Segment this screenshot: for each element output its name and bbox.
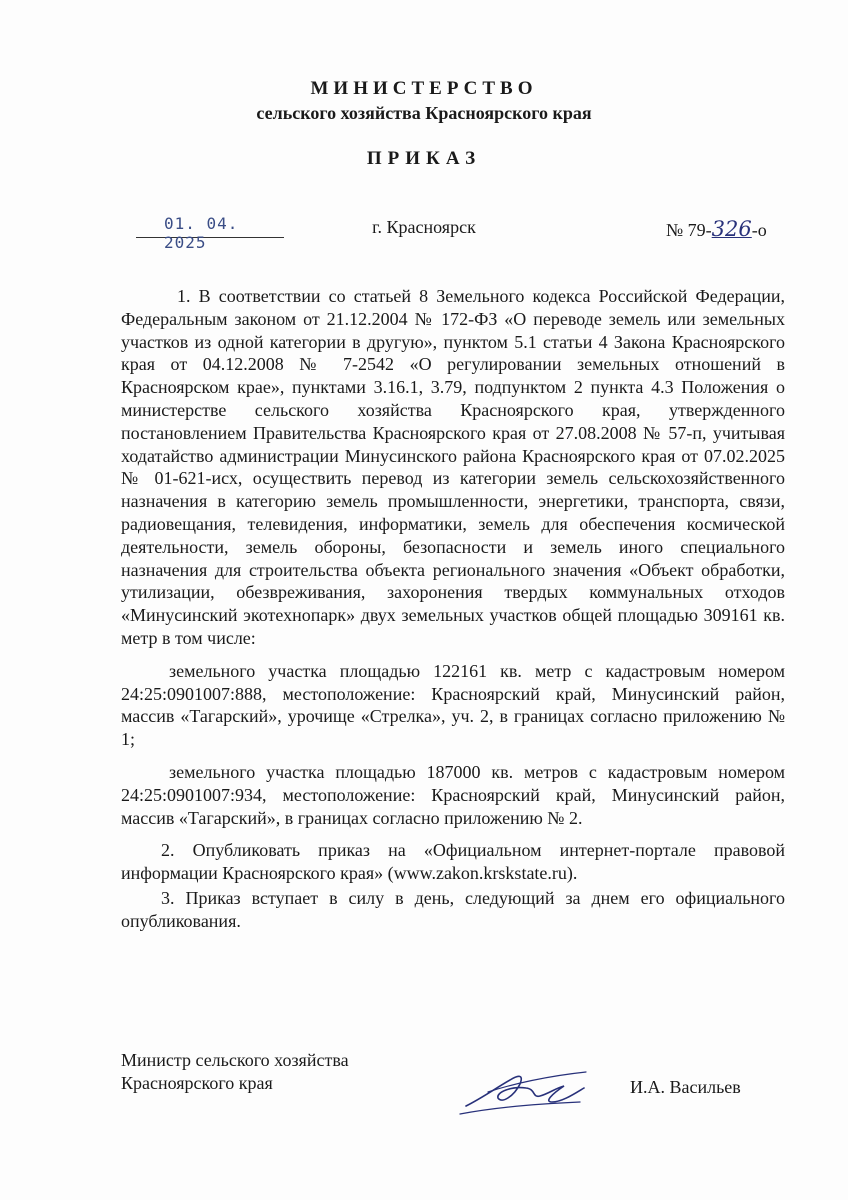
- paragraph-1: 1. В соответствии со статьей 8 Земельного кодекса Российской Федерации, Федеральным законом от 21.12.2004 № 172-ФЗ «О переводе земель или земельных участков из одной категории в другую», пунктом 5.1 статьи 4 Закона Красноярского края от 04.12.2008 № 7-2542 «О регулировании земельных отношений в Красноярском крае», пунктами 3.16.1, 3.79, подпунктом 2 пункта 4.3 Положения о министерстве сельского хозяйства Красноярского края, утвержденного постановлением Правительства Красноярского края от 27.08.2008 № 57-п, учитывая ходатайство администрации Минусинского района Красноярского края от 07.02.2025 № 01-621-исх, осуществить перевод из категории земель сельскохозяйственного назначения в категорию земель промышленности, энергетики, транспорта, связи, радиовещания, телевидения, информатики, земель для обеспечения космической деятельности, земель обороны, безопасности и земель иного специального назначения для строительства объекта регионального значения «Объект обработки, утилизации, обезвреживания, захоронения твердых коммунальных отходов «Минусинский экотехнопарк» двух земельных участков общей площадью 309161 кв. метр в том числе:: [121, 286, 785, 648]
- order-title: ПРИКАЗ: [366, 148, 482, 169]
- order-date: 01. 04. 2025: [136, 214, 284, 238]
- order-number: [666, 217, 767, 241]
- order-number-handwritten: 326: [711, 217, 752, 241]
- signatory-position: [121, 1049, 349, 1095]
- paragraph-2: 2. Опубликовать приказ на «Официальном интернет-портале правовой информации Красноярского края» (www.zakon.krskstate.ru).: [121, 840, 785, 884]
- paragraph-3: 3. Приказ вступает в силу в день, следующий за днем его официального опубликования.: [121, 887, 785, 931]
- order-city: г. Красноярск: [372, 217, 476, 237]
- ministry-subtitle: сельского хозяйства Красноярского края: [256, 103, 592, 123]
- ministry-title: МИНИСТЕРСТВО: [310, 78, 538, 99]
- signatory-name: И.А. Васильев: [630, 1077, 741, 1097]
- order-number-prefix: № 79-: [666, 220, 712, 240]
- signatory-position-line2: Красноярского края: [121, 1073, 273, 1093]
- handwritten-signature: [452, 1058, 592, 1120]
- paragraph-1-plot-2: земельного участка площадью 187000 кв. метров с кадастровым номером 24:25:0901007:934, местоположение: Красноярский край, Минусинский район, массив «Тагарский», в границах согласно приложению № 2.: [121, 761, 785, 828]
- signatory-position-line1: Министр сельского хозяйства: [121, 1050, 349, 1070]
- paragraph-1-plot-1: земельного участка площадью 122161 кв. метр с кадастровым номером 24:25:0901007:888, местоположение: Красноярский край, Минусинский район, массив «Тагарский», урочище «Стрелка», уч. 2, в границах согласно приложению № 1;: [121, 660, 785, 750]
- order-body: [121, 285, 785, 933]
- order-number-suffix: -о: [751, 220, 767, 240]
